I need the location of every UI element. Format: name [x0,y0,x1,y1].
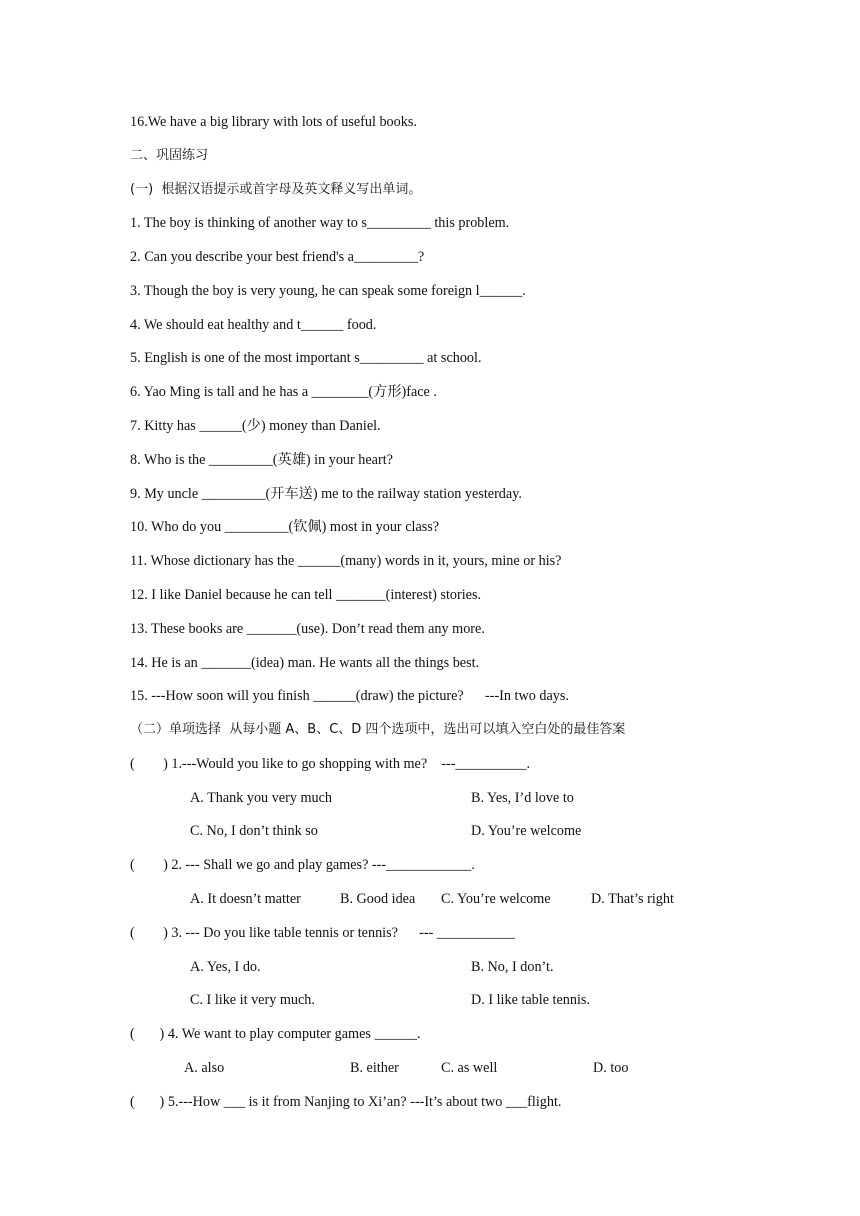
question-stem: ( ) 1.---Would you like to go shopping with me? ---__________. [130,756,530,772]
option-b: B. No, I don’t. [471,959,554,975]
part1-item: 5. English is one of the most important s_________ at school. [130,350,482,366]
option-d: D. That’s right [591,891,674,907]
part2-title: （二）单项选择 从每小题 A、B、C、D 四个选项中，选出可以填入空白处的最佳答案 [130,722,626,737]
part1-item: 9. My uncle _________(开车送) me to the railway station yesterday. [130,486,522,502]
section-title: 二、巩固练习 [130,148,209,163]
option-b: B. Good idea [340,891,416,907]
part1-item: 8. Who is the _________(英雄) in your heart? [130,452,393,468]
question-stem: ( ) 4. We want to play computer games ______. [130,1026,421,1042]
option-c: C. You’re welcome [441,891,551,907]
part1-title: (一) 根据汉语提示或首字母及英文释义写出单词。 [130,182,422,197]
part1-item: 15. ---How soon will you finish ______(draw) the picture? ---In two days. [130,688,569,704]
option-b: B. either [350,1060,399,1076]
intro-line: 16.We have a big library with lots of useful books. [130,114,417,130]
option-c: C. No, I don’t think so [190,823,318,839]
option-a: A. Thank you very much [190,790,332,806]
option-d: D. too [593,1060,629,1076]
option-a: A. Yes, I do. [190,959,261,975]
part1-item: 2. Can you describe your best friend's a_________? [130,249,425,265]
option-c: C. I like it very much. [190,992,315,1008]
part1-item: 12. I like Daniel because he can tell _______(interest) stories. [130,587,482,603]
question-stem: ( ) 2. --- Shall we go and play games? ---____________. [130,857,475,873]
part1-item: 14. He is an _______(idea) man. He wants all the things best. [130,655,480,671]
part1-item: 10. Who do you _________(钦佩) most in your class? [130,519,440,535]
question-stem: ( ) 5.---How ___ is it from Nanjing to Xi’an? ---It’s about two ___flight. [130,1094,562,1110]
part1-item: 6. Yao Ming is tall and he has a ________(方形)face . [130,384,437,400]
option-b: B. Yes, I’d love to [471,790,574,806]
part1-item: 11. Whose dictionary has the ______(many) words in it, yours, mine or his? [130,553,562,569]
part1-item: 4. We should eat healthy and t______ food. [130,317,377,333]
option-a: A. It doesn’t matter [190,891,301,907]
option-d: D. I like table tennis. [471,992,590,1008]
option-d: D. You’re welcome [471,823,582,839]
part1-item: 7. Kitty has ______(少) money than Daniel. [130,418,381,434]
option-c: C. as well [441,1060,498,1076]
question-stem: ( ) 3. --- Do you like table tennis or tennis? --- ___________ [130,925,515,941]
option-a: A. also [184,1060,225,1076]
part1-item: 1. The boy is thinking of another way to s_________ this problem. [130,215,510,231]
part1-item: 13. These books are _______(use). Don’t read them any more. [130,621,485,637]
part1-item: 3. Though the boy is very young, he can speak some foreign l______. [130,283,526,299]
